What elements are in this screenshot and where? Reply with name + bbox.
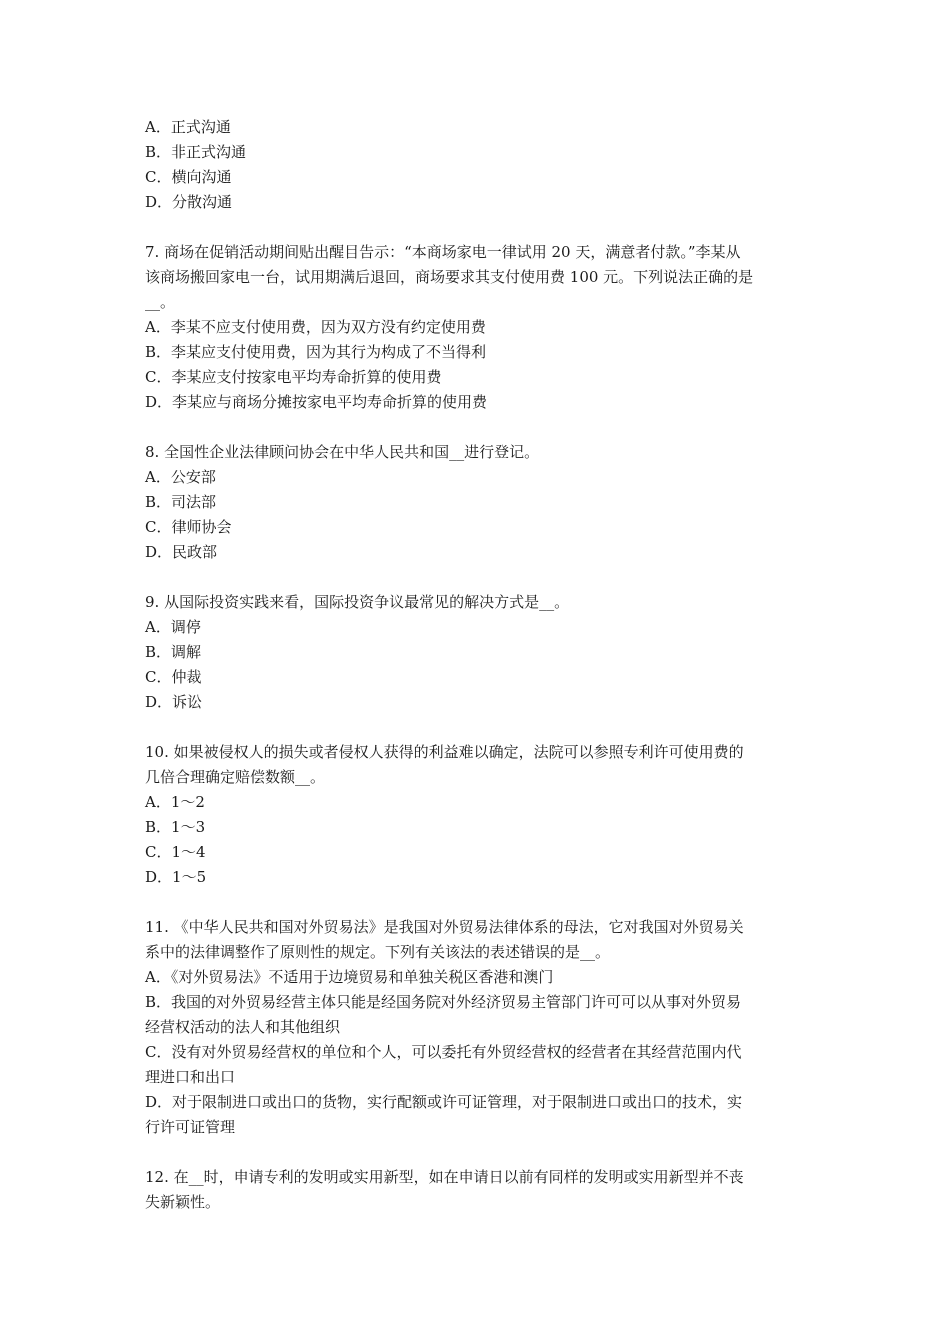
question-stem-line: 几倍合理确定赔偿数额__。 bbox=[145, 768, 326, 786]
question-stem-line: 11. 《中华人民共和国对外贸易法》是我国对外贸易法律体系的母法，它对我国对外贸易关 bbox=[145, 918, 744, 936]
option-c: C．1～4 bbox=[145, 843, 206, 861]
question-7 bbox=[145, 240, 810, 415]
question-6 bbox=[145, 115, 810, 215]
question-stem-line: 9. 从国际投资实践来看，国际投资争议最常见的解决方式是__。 bbox=[145, 593, 570, 611]
question-8 bbox=[145, 440, 810, 565]
question-stem-line: 系中的法律调整作了原则性的规定。下列有关该法的表述错误的是__。 bbox=[145, 943, 611, 961]
option-d-continued: 行许可证管理 bbox=[145, 1118, 236, 1136]
question-11 bbox=[145, 915, 810, 1140]
option-b-continued: 经营权活动的法人和其他组织 bbox=[145, 1018, 341, 1036]
option-c: C．律师协会 bbox=[145, 518, 232, 536]
question-stem-line: __。 bbox=[145, 293, 176, 311]
question-stem-line: 10. 如果被侵权人的损失或者侵权人获得的利益难以确定，法院可以参照专利许可使用费的 bbox=[145, 743, 744, 761]
option-c: C．没有对外贸易经营权的单位和个人，可以委托有外贸经营权的经营者在其经营范围内代 bbox=[145, 1043, 742, 1061]
option-d: D．分散沟通 bbox=[145, 193, 233, 211]
option-d: D．1～5 bbox=[145, 868, 207, 886]
option-a: A．《对外贸易法》不适用于边境贸易和单独关税区香港和澳门 bbox=[145, 968, 554, 986]
option-a: A．公安部 bbox=[145, 468, 216, 486]
option-b: B．司法部 bbox=[145, 493, 217, 511]
option-d: D．李某应与商场分摊按家电平均寿命折算的使用费 bbox=[145, 393, 488, 411]
question-stem-line: 12. 在__时，申请专利的发明或实用新型，如在申请日以前有同样的发明或实用新型并不丧 bbox=[145, 1168, 744, 1186]
document-page bbox=[145, 115, 810, 1240]
question-12 bbox=[145, 1165, 810, 1215]
question-stem-line: 失新颖性。 bbox=[145, 1193, 221, 1211]
question-stem-line: 8. 全国性企业法律顾问协会在中华人民共和国__进行登记。 bbox=[145, 443, 540, 461]
option-a: A．李某不应支付使用费，因为双方没有约定使用费 bbox=[145, 318, 486, 336]
question-10 bbox=[145, 740, 810, 890]
option-b: B．调解 bbox=[145, 643, 202, 661]
option-b: B．我国的对外贸易经营主体只能是经国务院对外经济贸易主管部门许可可以从事对外贸易 bbox=[145, 993, 742, 1011]
option-b: B．非正式沟通 bbox=[145, 143, 247, 161]
option-a: A．1～2 bbox=[145, 793, 205, 811]
option-c: C．横向沟通 bbox=[145, 168, 232, 186]
option-d: D．对于限制进口或出口的货物，实行配额或许可证管理，对于限制进口或出口的技术，实 bbox=[145, 1093, 743, 1111]
option-c-continued: 理进口和出口 bbox=[145, 1068, 236, 1086]
option-c: C．李某应支付按家电平均寿命折算的使用费 bbox=[145, 368, 442, 386]
option-a: A．调停 bbox=[145, 618, 201, 636]
option-b: B．1～3 bbox=[145, 818, 206, 836]
question-stem-line: 该商场搬回家电一台，试用期满后退回，商场要求其支付使用费 100 元。下列说法正确的是 bbox=[145, 268, 754, 286]
option-b: B．李某应支付使用费，因为其行为构成了不当得利 bbox=[145, 343, 487, 361]
question-9 bbox=[145, 590, 810, 715]
option-d: D．诉讼 bbox=[145, 693, 203, 711]
option-a: A．正式沟通 bbox=[145, 118, 231, 136]
option-d: D．民政部 bbox=[145, 543, 218, 561]
question-stem-line: 7. 商场在促销活动期间贴出醒目告示：“本商场家电一律试用 20 天，满意者付款。”李某从 bbox=[145, 243, 741, 261]
option-c: C．仲裁 bbox=[145, 668, 202, 686]
